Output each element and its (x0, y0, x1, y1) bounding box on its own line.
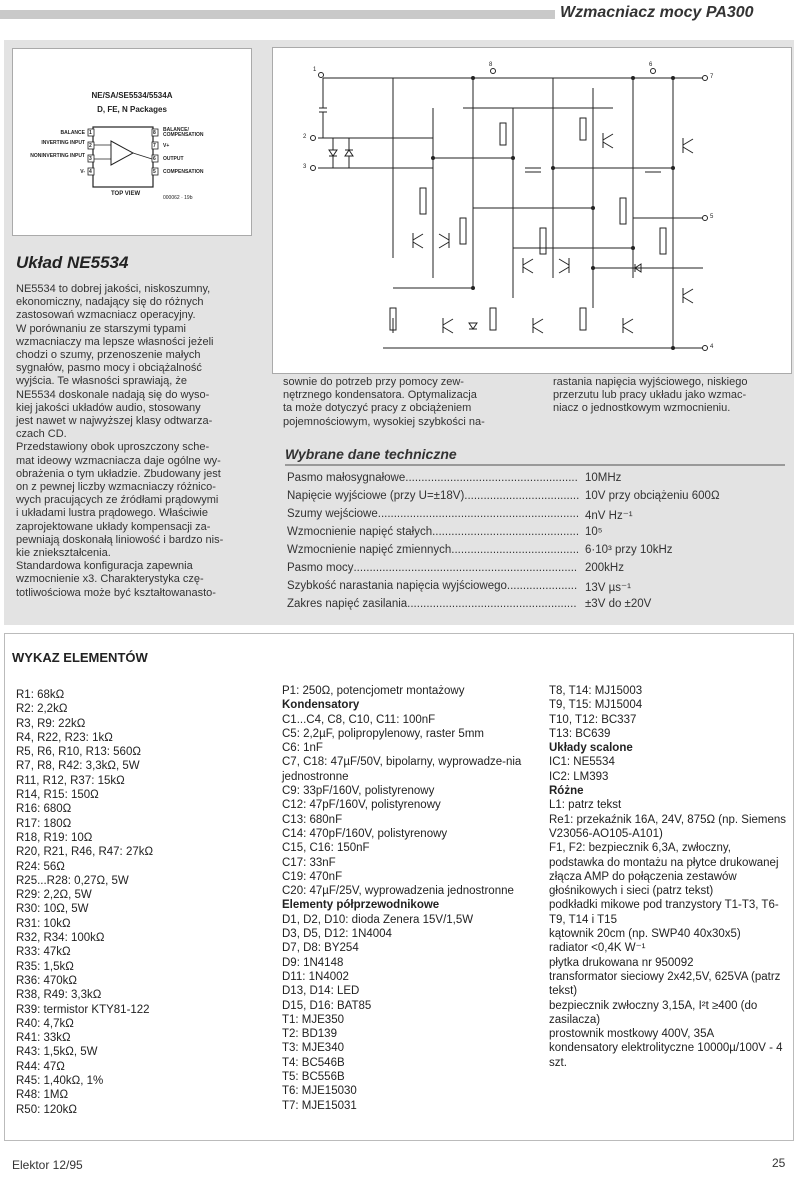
part-item: Re1: przekaźnik 16A, 24V, 875Ω (np. Siemens V23056-AO105-A101) (549, 813, 787, 840)
pin-label-balance-comp: BALANCE/ COMPENSATION (163, 127, 204, 138)
part-item: C13: 680nF (282, 813, 343, 826)
text-line: on z pewnej liczby wzmacniaczy różnico- (16, 481, 216, 494)
part-item: R41: 33kΩ (16, 1032, 71, 1045)
schematic-pin-label: 2 (303, 134, 307, 140)
tech-row-leader-dots: ............................................................... (377, 508, 580, 520)
part-item: T13: BC639 (549, 727, 611, 740)
text-line: i układami lustra prądowego. Właściwie (16, 507, 208, 520)
part-item: R30: 10Ω, 5W (16, 903, 89, 916)
pin-number: 3 (89, 156, 92, 162)
tech-row (287, 580, 577, 592)
part-item: C12: 47pF/160V, polistyrenowy (282, 799, 441, 812)
tech-row-label: Wzmocnienie napięć zmiennych (287, 544, 452, 556)
tech-row (287, 544, 579, 556)
text-line: nętrznego kondensatora. Optymalizacja (283, 389, 477, 402)
part-item: T2: BD139 (282, 1028, 337, 1041)
pin-number: 2 (89, 143, 92, 149)
pin-label-balance: BALANCE (60, 130, 85, 136)
text-line: Standardowa konfiguracja zapewnia (16, 560, 193, 573)
part-item: D1, D2, D10: dioda Zenera 15V/1,5W (282, 913, 474, 926)
part-item: L1: patrz tekst (549, 799, 622, 812)
tech-row-leader-dots: ........................................ (451, 544, 580, 556)
tech-data-title: Wybrane dane techniczne (285, 446, 457, 462)
text-line: pojemnościowym, wysokiej szybkości na- (283, 415, 485, 428)
tech-row-label: Pasmo mocy (287, 562, 354, 574)
parts-list-title: WYKAZ ELEMENTÓW (12, 650, 148, 665)
part-item: C17: 33nF (282, 856, 336, 869)
part-item: R35: 1,5kΩ (16, 960, 74, 973)
tech-row-label: Zakres napięć zasilania (287, 598, 408, 610)
tech-row-label: Napięcie wyjściowe (przy U=±18V) (287, 490, 465, 502)
part-item: D11: 1N4002 (282, 970, 349, 983)
text-line: ta może dotyczyć pracy z obciążeniem (283, 402, 472, 415)
schematic-pin-label: 4 (710, 344, 714, 350)
tech-row-leader-dots: .............................................. (432, 526, 580, 538)
part-item: R14, R15: 150Ω (16, 789, 99, 802)
part-item: T10, T12: BC337 (549, 713, 637, 726)
part-item: R5, R6, R10, R13: 560Ω (16, 746, 141, 759)
part-item: T6: MJE15030 (282, 1085, 357, 1098)
text-line: pewniają doskonałą liniowość i bardzo nis- (16, 533, 224, 546)
tech-row-value: 6·10³ przy 10kHz (585, 544, 673, 556)
pin-number: 5 (153, 169, 156, 175)
tech-data-divider (285, 464, 785, 466)
text-line: jest nawet w najwyższej klasy odtwarza- (16, 415, 213, 428)
part-category-heading: Elementy półprzewodnikowe (282, 899, 440, 912)
article-heading: Układ NE5534 (16, 253, 129, 272)
text-line: przerzutu lub pracy układu jako wzmac- (553, 389, 747, 402)
text-line: W porównaniu ze starszymi typami (16, 322, 186, 335)
article-column-2 (283, 376, 533, 429)
top-view-label: TOP VIEW (111, 191, 141, 197)
pin-label-inverting: INVERTING INPUT (41, 140, 85, 146)
part-item: R33: 47kΩ (16, 946, 71, 959)
part-item: R43: 1,5kΩ, 5W (16, 1046, 98, 1059)
tech-row-value: 10MHz (585, 472, 622, 484)
parts-column-3 (549, 684, 789, 1070)
pin-number: 1 (89, 130, 92, 136)
header-bar (0, 10, 555, 19)
part-item: kondensatory elektrolityczne 10000µ/100V - 4 szt. (549, 1042, 783, 1069)
text-line: NE5534 doskonale nadają się do wyso- (16, 388, 210, 401)
tech-row-value: 13V µs⁻¹ (585, 582, 631, 594)
text-line: wyjścia. Te własności sprawiają, że (16, 375, 187, 388)
tech-data-box (275, 442, 790, 618)
part-item: R16: 680Ω (16, 803, 72, 816)
text-line: wzmacniaczy ma lepsze własności jeżeli (16, 335, 214, 348)
part-item: R4, R22, R23: 1kΩ (16, 731, 113, 744)
part-item: C9: 33pF/160V, polistyrenowy (282, 785, 435, 798)
part-item: T3: MJE340 (282, 1042, 344, 1055)
part-category-heading: Układy scalone (549, 742, 633, 755)
pinout-diagram (12, 48, 252, 236)
part-item: transformator sieciowy 2x42,5V, 625VA (patrz tekst) (549, 970, 781, 998)
part-item: podkładki mikowe pod tranzystory T1-T3, T6-T9, T14 i T15 (549, 899, 779, 926)
part-item: C6: 1nF (282, 742, 323, 755)
pin-label-noninverting: NONINVERTING INPUT (30, 153, 85, 159)
part-item: D3, D5, D12: 1N4004 (282, 928, 392, 941)
parts-column-2 (282, 684, 540, 1113)
tech-row-label: Wzmocnienie napięć stałych (287, 526, 433, 538)
schematic-pin-label: 7 (710, 74, 714, 80)
part-item: T8, T14: MJ15003 (549, 685, 643, 697)
tech-row (287, 526, 579, 538)
part-item: R29: 2,2Ω, 5W (16, 889, 92, 902)
pin-number: 6 (153, 156, 156, 162)
pin-label-v-minus: V- (80, 169, 85, 175)
part-item: R11, R12, R37: 15kΩ (16, 774, 125, 787)
part-category-heading: Kondensatory (282, 699, 360, 712)
part-item: R45: 1,40kΩ, 1% (16, 1075, 104, 1088)
text-line: rastania napięcia wyjściowego, niskiego (553, 376, 748, 388)
tech-row-value: 4nV Hz⁻¹ (585, 510, 633, 522)
tech-row-label: Szumy wejściowe (287, 508, 378, 520)
text-line: mat ideowy wzmacniacza daje ogólne wy- (16, 454, 221, 467)
text-line: czach CD. (16, 428, 67, 441)
part-item: radiator <0,4K W⁻¹ (549, 942, 646, 955)
tech-row-label: Szybkość narastania napięcia wyjściowego (287, 580, 507, 592)
part-item: T9, T15: MJ15004 (549, 699, 643, 712)
part-item: T1: MJE350 (282, 1013, 344, 1026)
pin-number: 7 (153, 143, 156, 149)
tech-row-leader-dots: ..................................................... (407, 598, 577, 610)
part-category-heading: Różne (549, 785, 584, 798)
footer-magazine: Elektor 12/95 (12, 1158, 83, 1172)
part-item: IC2: LM393 (549, 770, 609, 783)
part-item: R32, R34: 100kΩ (16, 932, 105, 945)
part-item: R38, R49: 3,3kΩ (16, 989, 102, 1002)
part-item: C7, C18: 47µF/50V, bipolarny, wyprowadze-nia jednostronne (282, 756, 522, 783)
article-column-3 (553, 376, 793, 416)
part-item: T7: MJE15031 (282, 1099, 357, 1112)
text-line: obrażenia o tym układzie. Zbudowany jest (16, 467, 221, 480)
part-item: C1...C4, C8, C10, C11: 100nF (282, 713, 436, 726)
part-item: R40: 4,7kΩ (16, 1017, 74, 1030)
schematic-pin-label: 5 (710, 214, 714, 220)
text-line: zastosowań wzmacniacz operacyjny. (16, 309, 196, 322)
part-item: C5: 2,2µF, polipropylenowy, raster 5mm (282, 727, 484, 740)
part-item: C15, C16: 150nF (282, 842, 370, 855)
part-item: T4: BC546B (282, 1056, 345, 1069)
ne5534-schematic (272, 47, 792, 374)
tech-row-value: ±3V do ±20V (585, 598, 652, 610)
tech-row (287, 508, 579, 520)
text-line: chodzi o szumy, przenoszenie małych (16, 349, 201, 362)
pinout-ref-code: 000062 · 19b (163, 195, 193, 201)
part-item: bezpiecznik zwłoczny 3,15A, I²t ≥400 (do zasilacza) (549, 999, 758, 1026)
part-item: R25...R28: 0,27Ω, 5W (16, 874, 129, 887)
part-item: D9: 1N4148 (282, 956, 344, 969)
tech-row (287, 472, 578, 484)
tech-row-value: 200kHz (585, 562, 624, 574)
part-item: D15, D16: BAT85 (282, 999, 372, 1012)
part-item: R7, R8, R42: 3,3kΩ, 5W (16, 760, 140, 773)
part-item: R18, R19: 10Ω (16, 831, 93, 844)
part-item: R50: 120kΩ (16, 1103, 78, 1116)
part-item: kątownik 20cm (np. SWP40 40x30x5) (549, 928, 741, 941)
pin-label-output: OUTPUT (163, 156, 184, 162)
tech-row (287, 598, 577, 610)
part-item: F1, F2: bezpiecznik 6,3A, zwłoczny, podstawka do montażu na płytce drukowanej złącza AMP do połączenia zestawów głośnikowych i sieci (patrz tekst) (549, 842, 779, 898)
pin-number: 8 (153, 130, 156, 136)
parts-column-1 (16, 688, 266, 1117)
schematic-pin-label: 1 (313, 67, 317, 73)
part-item: R1: 68kΩ (16, 689, 65, 701)
text-line: niacz o jednostkowym wzmocnieniu. (553, 402, 731, 415)
part-item: prostownik mostkowy 400V, 35A (549, 1028, 715, 1041)
article-column-1 (16, 283, 262, 600)
part-item: płytka drukowana nr 950092 (549, 956, 694, 969)
text-line: sownie do potrzeb przy pomocy zew- (283, 376, 464, 388)
tech-row-label: Pasmo małosygnałowe (287, 472, 406, 484)
part-item: D7, D8: BY254 (282, 942, 359, 955)
part-item: T5: BC556B (282, 1071, 345, 1084)
part-item: D13, D14: LED (282, 985, 360, 998)
part-item: R3, R9: 22kΩ (16, 717, 86, 730)
tech-row-leader-dots: .................................... (464, 490, 580, 502)
part-item: P1: 250Ω, potencjometr montażowy (282, 685, 465, 697)
text-line: NE5534 to dobrej jakości, niskoszumny, (16, 283, 211, 295)
pin-number: 4 (89, 169, 92, 175)
pin-label-compensation: COMPENSATION (163, 169, 204, 175)
tech-row-value: 10V przy obciążeniu 600Ω (585, 490, 720, 502)
part-item: R2: 2,2kΩ (16, 703, 68, 716)
text-line: Przedstawiony obok uproszczony sche- (16, 441, 210, 454)
footer-page-number: 25 (772, 1156, 786, 1170)
text-line: zaprojektowane układy kompensacji za- (16, 520, 211, 533)
schematic-pin-label: 6 (649, 62, 653, 68)
pin-label-v-plus: V+ (163, 143, 170, 149)
schematic-pin-label: 3 (303, 164, 307, 170)
tech-row-value: 10⁵ (585, 526, 603, 538)
text-line: kiej jakości układów audio, stosowany (16, 401, 201, 414)
part-item: C20: 47µF/25V, wyprowadzenia jednostronne (282, 885, 514, 898)
part-item: R36: 470kΩ (16, 974, 78, 987)
text-line: kie zniekształcenia. (16, 547, 111, 560)
part-item: R39: termistor KTY81-122 (16, 1003, 150, 1016)
part-item: C14: 470pF/160V, polistyrenowy (282, 827, 448, 840)
text-line: totliwościowa może być kształtowanasto- (16, 586, 216, 599)
text-line: sygnałów, pasmo mocy i obciążalność (16, 362, 202, 375)
schematic-pin-label: 8 (489, 62, 493, 68)
tech-row-leader-dots: ...................................................................... (353, 562, 578, 574)
schematic-diagram-icon (273, 48, 791, 373)
pinout-packages: D, FE, N Packages (97, 105, 167, 114)
text-line: wych pracujących ze źródłami prądowymi (16, 494, 219, 507)
page-header-title: Wzmacniacz mocy PA300 (560, 4, 754, 21)
text-line: ekonomiczny, nadający się do różnych (16, 296, 204, 309)
tech-row-leader-dots: ...................................................... (405, 472, 578, 484)
tech-row (287, 490, 579, 502)
part-item: C19: 470nF (282, 870, 343, 883)
part-item: R48: 1MΩ (16, 1089, 69, 1102)
text-line: wzmocnienie x3. Charakterystyka czę- (16, 573, 204, 586)
pinout-title: NE/SA/SE5534/5534A (91, 91, 173, 100)
tech-row (287, 562, 577, 574)
tech-row-leader-dots: ...................... (506, 580, 578, 592)
part-item: R20, R21, R46, R47: 27kΩ (16, 846, 154, 859)
part-item: R44: 47Ω (16, 1060, 65, 1073)
part-item: R24: 56Ω (16, 860, 65, 873)
part-item: R17: 180Ω (16, 817, 72, 830)
part-item: R31: 10kΩ (16, 917, 71, 930)
part-item: IC1: NE5534 (549, 756, 615, 769)
